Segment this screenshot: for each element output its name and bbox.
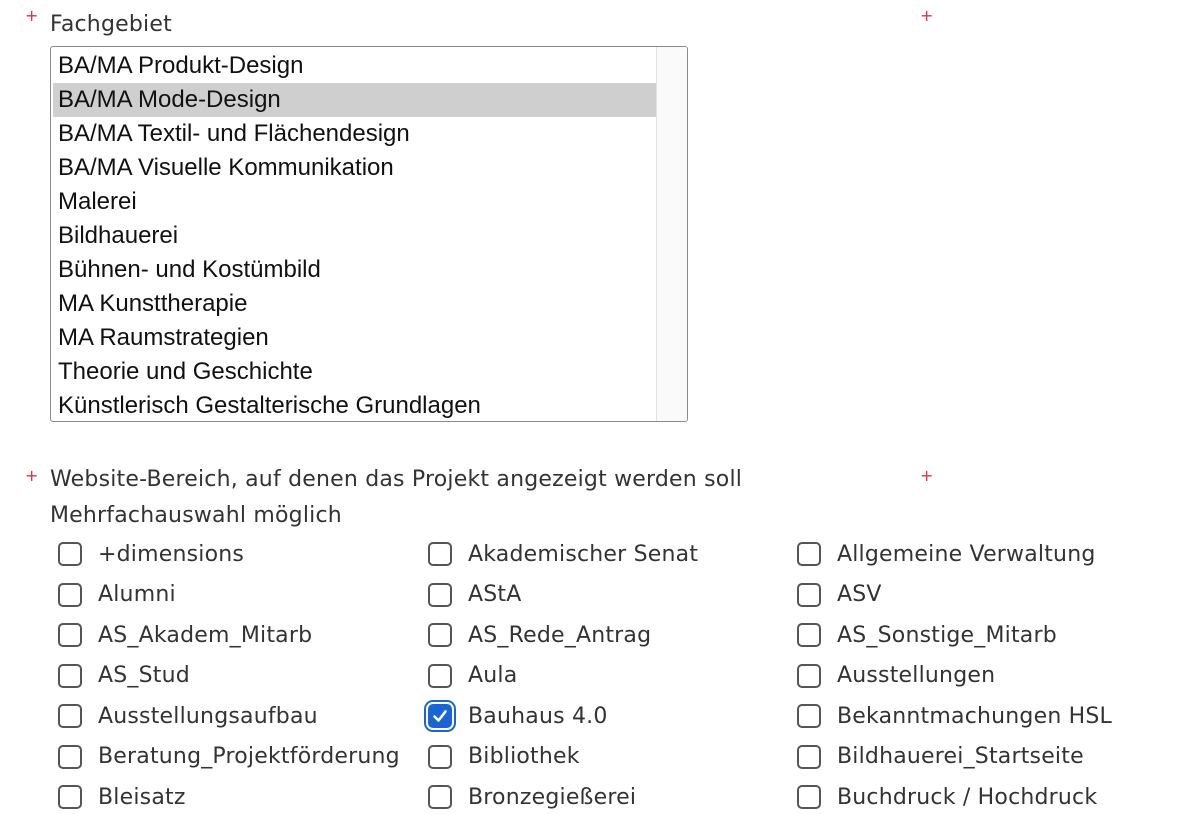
- checkbox-label[interactable]: Bildhauerei_Startseite: [837, 744, 1084, 769]
- checkbox-item[interactable]: [428, 699, 608, 733]
- checkbox-label[interactable]: Bekanntmachungen HSL: [837, 703, 1113, 729]
- checkbox-label[interactable]: AS_Rede_Antrag: [468, 622, 652, 648]
- checkbox[interactable]: [58, 704, 82, 728]
- checkbox-item[interactable]: [428, 537, 698, 571]
- checkbox[interactable]: [797, 704, 821, 728]
- checkbox[interactable]: [797, 745, 821, 769]
- checkbox[interactable]: [797, 542, 821, 566]
- checkbox[interactable]: [58, 785, 82, 809]
- checkbox-item[interactable]: [797, 699, 1112, 733]
- listbox-scrollbar[interactable]: [656, 47, 687, 421]
- checkbox-item[interactable]: [428, 740, 580, 774]
- checkbox-label[interactable]: Alumni: [98, 582, 176, 607]
- fachgebiet-option[interactable]: Künstlerisch Gestalterische Grundlagen: [58, 392, 481, 419]
- checkbox[interactable]: [797, 623, 821, 647]
- checkbox-label[interactable]: Ausstellungsaufbau: [98, 703, 318, 729]
- fachgebiet-option[interactable]: Bildhauerei: [58, 222, 179, 249]
- checkbox[interactable]: [797, 583, 821, 607]
- fachgebiet-option[interactable]: Malerei: [58, 188, 137, 215]
- required-marker-right: +: [920, 466, 934, 485]
- checkbox-label[interactable]: AS_Stud: [98, 663, 190, 688]
- checkbox-item[interactable]: [428, 780, 636, 814]
- checkbox[interactable]: [58, 583, 82, 607]
- checkbox-label[interactable]: Beratung_Projektförderung: [98, 744, 400, 769]
- fachgebiet-options: [53, 49, 659, 422]
- checkbox-label[interactable]: Bleisatz: [98, 784, 186, 810]
- checkbox-item[interactable]: [797, 618, 1057, 652]
- checkmark-icon: [431, 707, 449, 725]
- checkbox-item[interactable]: [58, 618, 312, 652]
- checkbox-label[interactable]: ASV: [837, 582, 882, 607]
- checkbox-label[interactable]: Ausstellungen: [837, 663, 996, 688]
- fachgebiet-option[interactable]: MA Kunsttherapie: [58, 290, 248, 317]
- checkbox-label[interactable]: Bibliothek: [468, 744, 580, 769]
- fachgebiet-listbox[interactable]: [50, 46, 688, 422]
- checkbox-item[interactable]: [797, 659, 995, 693]
- checkbox-item[interactable]: [428, 618, 651, 652]
- fachgebiet-label: Fachgebiet: [50, 12, 172, 37]
- checkbox-label[interactable]: Bronzegießerei: [468, 784, 637, 810]
- checkbox-item[interactable]: [58, 780, 186, 814]
- checkbox[interactable]: [428, 745, 452, 769]
- checkbox[interactable]: [428, 583, 452, 607]
- checkbox-item[interactable]: [797, 740, 1084, 774]
- checkbox-label[interactable]: AS_Akadem_Mitarb: [98, 622, 313, 648]
- required-marker-right: +: [920, 6, 934, 25]
- fachgebiet-option[interactable]: BA/MA Textil- und Flächendesign: [58, 120, 410, 147]
- checkbox[interactable]: [428, 664, 452, 688]
- website-bereich-hint: Mehrfachauswahl möglich: [50, 503, 342, 528]
- checkbox[interactable]: [58, 664, 82, 688]
- fachgebiet-option[interactable]: BA/MA Produkt-Design: [58, 52, 304, 79]
- checkbox-label[interactable]: Akademischer Senat: [468, 541, 699, 567]
- checkbox[interactable]: [797, 664, 821, 688]
- checkbox-label[interactable]: Allgemeine Verwaltung: [837, 541, 1096, 567]
- checkbox-label[interactable]: AS_Sonstige_Mitarb: [837, 622, 1057, 648]
- checkbox-label[interactable]: Bauhaus 4.0: [468, 703, 608, 729]
- checkbox-item[interactable]: [797, 578, 882, 612]
- fachgebiet-option[interactable]: Theorie und Geschichte: [58, 358, 313, 385]
- checkbox-item[interactable]: [797, 537, 1096, 571]
- checkbox-label[interactable]: Buchdruck / Hochdruck: [837, 784, 1098, 810]
- checkbox[interactable]: [428, 542, 452, 566]
- checkbox-checked[interactable]: [428, 704, 452, 728]
- checkbox-item[interactable]: [428, 659, 517, 693]
- checkbox-item[interactable]: [58, 537, 244, 571]
- fachgebiet-option[interactable]: Bühnen- und Kostümbild: [58, 256, 321, 283]
- checkbox[interactable]: [797, 785, 821, 809]
- checkbox-label[interactable]: +dimensions: [98, 541, 245, 567]
- fachgebiet-option[interactable]: BA/MA Mode-Design: [53, 83, 659, 117]
- checkbox[interactable]: [428, 623, 452, 647]
- checkbox[interactable]: [58, 745, 82, 769]
- required-marker: +: [25, 6, 39, 25]
- checkbox-label[interactable]: Aula: [468, 663, 518, 688]
- checkbox-item[interactable]: [428, 578, 522, 612]
- fachgebiet-option[interactable]: MA Raumstrategien: [58, 324, 269, 351]
- checkbox[interactable]: [58, 623, 82, 647]
- checkbox[interactable]: [428, 785, 452, 809]
- checkbox-item[interactable]: [58, 659, 190, 693]
- fachgebiet-option[interactable]: BA/MA Visuelle Kommunikation: [58, 154, 394, 181]
- checkbox-item[interactable]: [58, 699, 318, 733]
- checkbox[interactable]: [58, 542, 82, 566]
- required-marker: +: [25, 466, 39, 485]
- checkbox-item[interactable]: [797, 780, 1097, 814]
- website-bereich-label: Website-Bereich, auf denen das Projekt angezeigt werden soll: [50, 467, 743, 492]
- checkbox-item[interactable]: [58, 740, 400, 774]
- checkbox-item[interactable]: [58, 578, 176, 612]
- checkbox-label[interactable]: AStA: [468, 582, 522, 607]
